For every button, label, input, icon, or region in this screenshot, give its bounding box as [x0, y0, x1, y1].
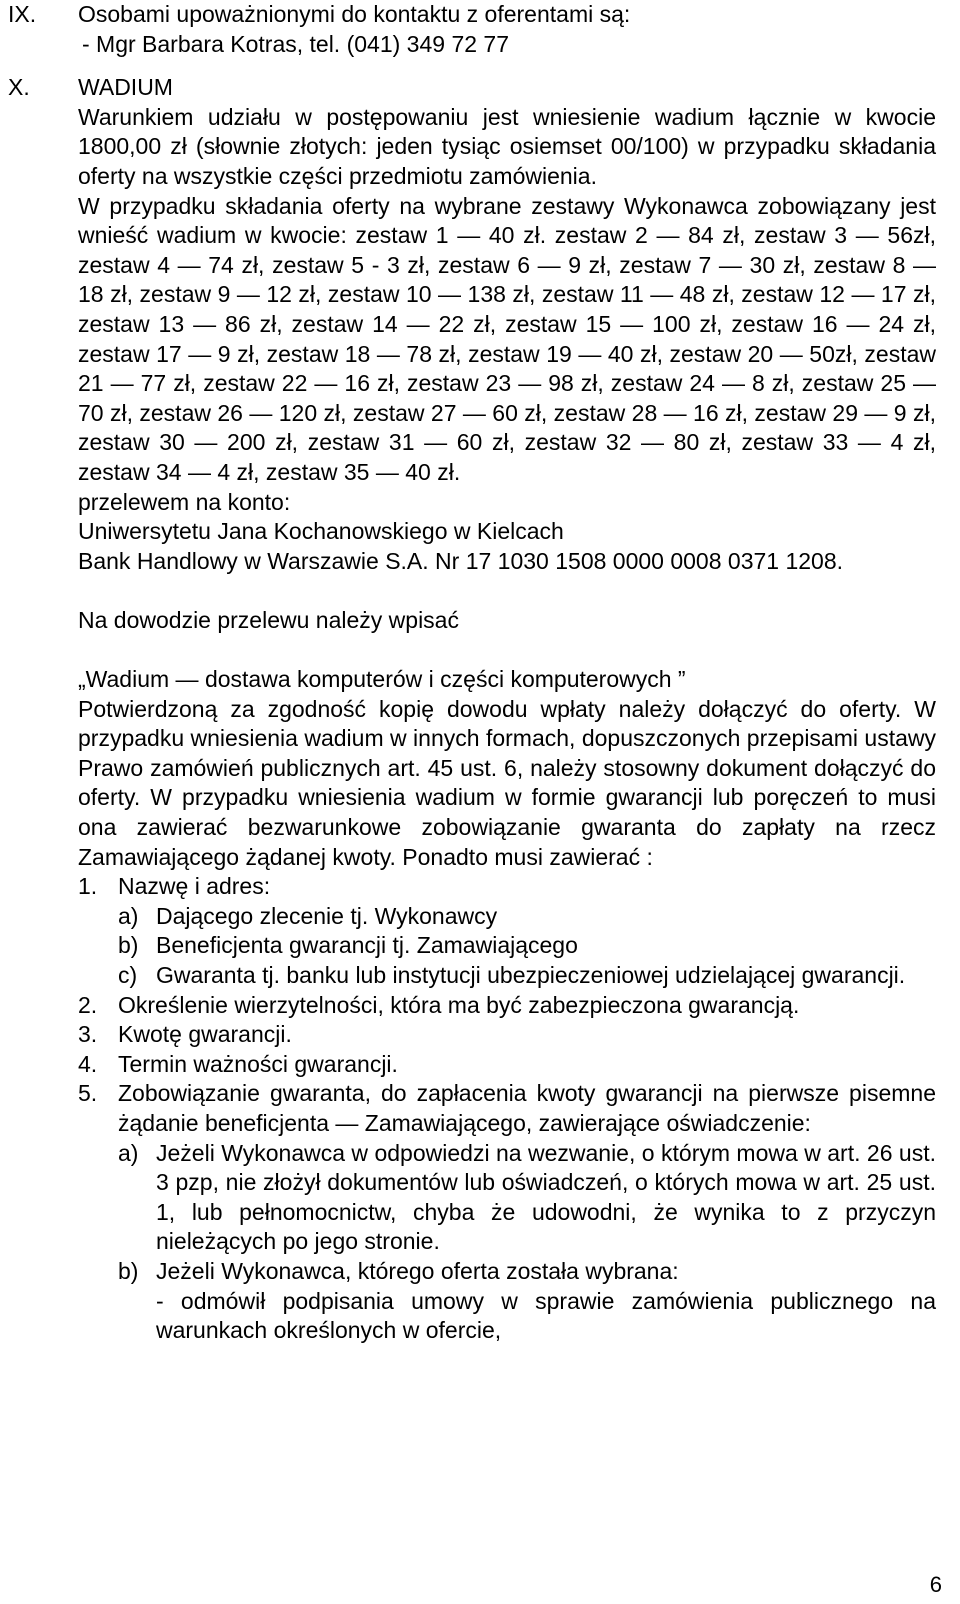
sub-list-item: a) Dającego zlecenie tj. Wykonawcy [118, 902, 498, 929]
section-number: IX. [8, 1, 37, 27]
paragraph-per-set-wadium: W przypadku składania oferty na wybrane zestawy Wykonawca zobowiązany jest wnieść wadium w kwocie: zestaw 1 — 40 zł. zestaw 2 — 84 zł, zestaw 3 — 56zł, zestaw 4 — 74 zł, zestaw 5 - 3 zł, zestaw 6 — 9 zł, zestaw 7 — 30 zł, zestaw 8 — 18 zł, zestaw 9 — 12 zł, zestaw 10 — 138 zł, zestaw 11 — 48 zł, zestaw 12 — 17 zł, zestaw 13 — 86 zł, zestaw 14 — 22 zł, zestaw 15 — 100 zł, zestaw 16 — 24 zł, zestaw 17 — 9 zł, zestaw 18 — 78 zł, zestaw 19 — 40 zł, zestaw 20 — 50zł, zestaw 21 — 77 zł, zestaw 22 — 16 zł, zestaw 23 — 98 zł, zestaw 24 — 8 zł, zestaw 25 — 70 zł, zestaw 26 — 120 zł, zestaw 27 — 60 zł, zestaw 28 — 16 zł, zestaw 29 — 9 zł, zestaw 30 — 200 zł, zestaw 31 — 60 zł, zestaw 32 — 80 zł, zestaw 33 — 4 zł, zestaw 34 — 4 zł, zestaw 35 — 40 zł. [78, 192, 936, 485]
paragraph-other-forms: Potwierdzoną za zgodność kopię dowodu wpłaty należy dołączyć do oferty. W przypadku wniesienia wadium w innych formach, dopuszczonych przepisami ustawy Prawo zamówień publicznych art. 45 ust. 6, należy stosowny dokument dołączyć do oferty. W przypadku wniesienia wadium w formie gwarancji lub poręczeń to musi ona zawierać bezwarunkowe zobowiązanie gwaranta do zapłaty na rzecz Zamawiającego żądanej kwoty. Ponadto musi zawierać : [78, 695, 936, 870]
document-body [8, 0, 948, 1346]
sub-list-item: b) Jeżeli Wykonawca, którego oferta została wybrana: [118, 1257, 679, 1284]
sub-list-item-dash: - odmówił podpisania umowy w sprawie zamówienia publicznego na warunkach określonych w ofercie, [156, 1287, 936, 1344]
account-holder: Uniwersytetu Jana Kochanowskiego w Kielcach [78, 518, 564, 545]
section-ix [8, 0, 948, 59]
section-number: X. [8, 74, 30, 101]
transfer-label: przelewem na konto: [78, 488, 291, 515]
list-item: 1. Nazwę i adres: [78, 873, 271, 900]
sub-list-item: c) Gwaranta tj. banku lub instytucji ubezpieczeniowej udzielającej gwarancji. [118, 962, 906, 988]
guarantee-requirements-list [78, 872, 936, 1346]
sub-list-item: a) Jeżeli Wykonawca w odpowiedzi na wezwanie, o którym mowa w art. 26 ust. 3 pzp, nie złożył dokumentów lub oświadczeń, o których mowa w art. 25 ust. 1, lub pełnomocnictw, chyba że udowodni, że wynika to z przyczyn nieleżących po jego stronie. [118, 1139, 936, 1255]
paragraph-total-wadium: Warunkiem udziału w postępowaniu jest wniesienie wadium łącznie w kwocie 1800,00 zł (słownie złotych: jeden tysiąc osiemset 00/100) w przypadku składania oferty na wszystkie części przedmiotu zamówienia. [78, 103, 936, 189]
section-heading: WADIUM [78, 74, 173, 101]
section-x [8, 73, 948, 1346]
list-item: 5. Zobowiązanie gwaranta, do zapłacenia kwoty gwarancji na pierwsze pisemne żądanie beneficjenta — Zamawiającego, zawierające oświadczenie: [78, 1080, 936, 1136]
transfer-note: Na dowodzie przelewu należy wpisać [78, 606, 459, 633]
contact-person: - Mgr Barbara Kotras, tel. (041) 349 72 77 [82, 30, 509, 57]
account-bank: Bank Handlowy w Warszawie S.A. Nr 17 1030 1508 0000 0008 0371 1208. [78, 547, 844, 574]
page-number: 6 [929, 1572, 942, 1597]
section-heading: Osobami upoważnionymi do kontaktu z oferentami są: [78, 1, 631, 27]
sub-list-item: b) Beneficjenta gwarancji tj. Zamawiającego [118, 932, 578, 959]
transfer-title: „Wadium — dostawa komputerów i części komputerowych ” [78, 666, 686, 693]
list-item: 4. Termin ważności gwarancji. [78, 1050, 398, 1077]
list-item: 3. Kwotę gwarancji. [78, 1021, 292, 1048]
list-item: 2. Określenie wierzytelności, która ma być zabezpieczona gwarancją. [78, 991, 800, 1018]
